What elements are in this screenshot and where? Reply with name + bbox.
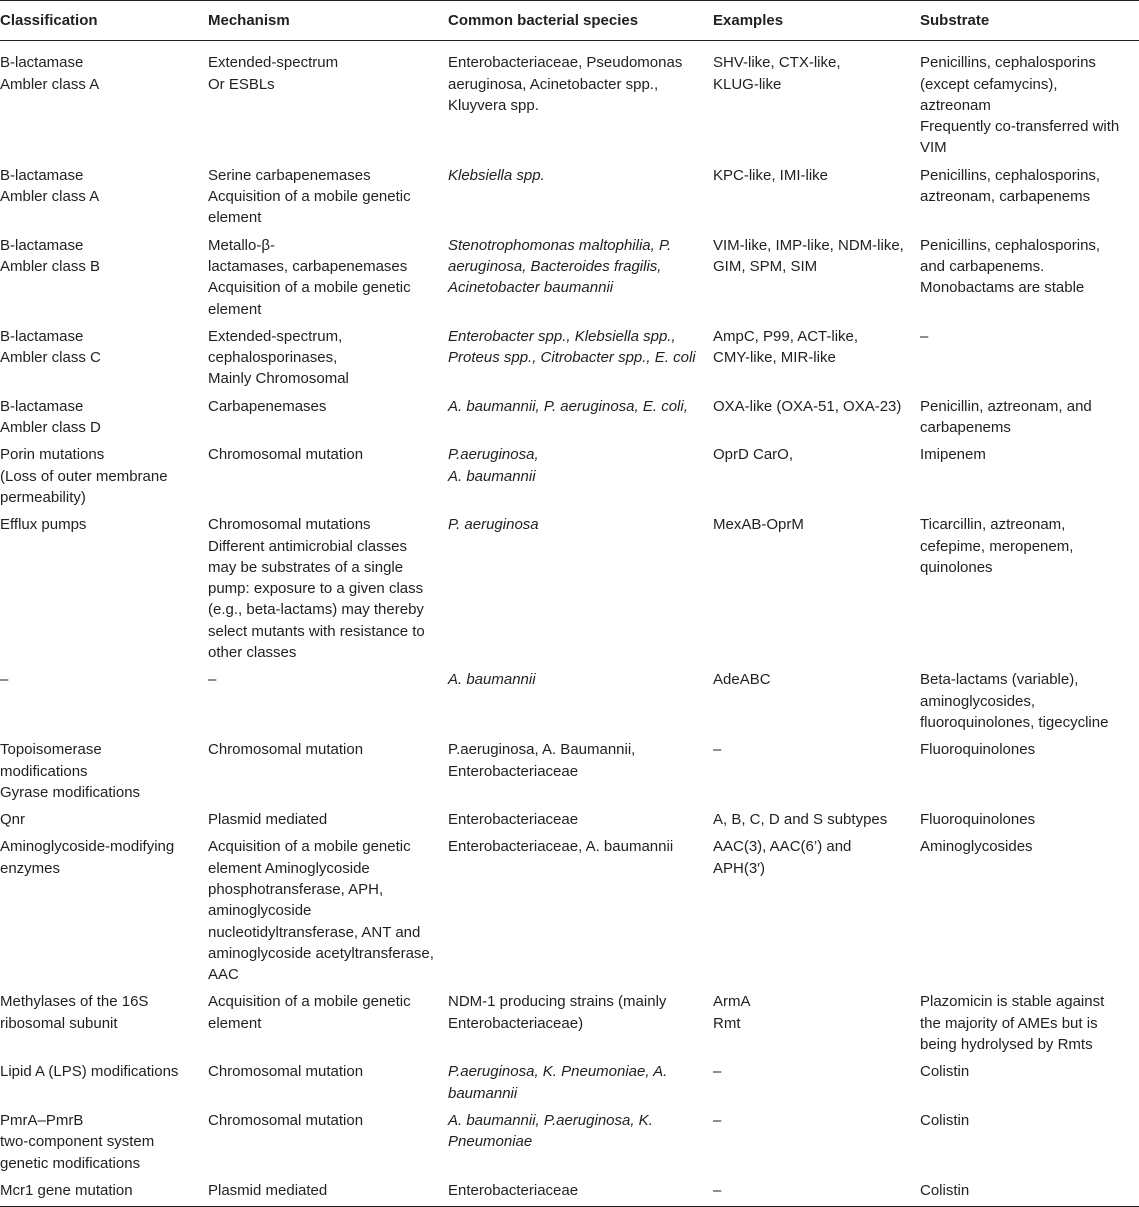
- cell-mechanism: Acquisition of a mobile genetic element: [208, 993, 411, 1032]
- cell-substrate: Beta-lactams (variable), aminoglycosides, fluoroquinolones, tigecycline: [920, 671, 1109, 731]
- table-header: [0, 1, 1139, 41]
- table-row: [0, 1106, 1139, 1176]
- cell-substrate: –: [920, 327, 929, 345]
- cell-mechanism: Plasmid mediated: [208, 811, 328, 829]
- cell-examples: VIM-like, IMP-like, NDM-like, GIM, SPM, SIM: [713, 236, 904, 275]
- header-substrate: Substrate: [920, 1, 1139, 41]
- cell-classification: B-lactamase Ambler class A: [0, 166, 100, 206]
- cell-species: Enterobacteriaceae: [448, 811, 579, 829]
- table-row: [0, 832, 1139, 987]
- table-row: [0, 322, 1139, 392]
- cell-classification: Porin mutations (Loss of outer membrane permeability): [0, 446, 168, 506]
- table-row: [0, 1057, 1139, 1106]
- cell-mechanism: Plasmid mediated: [208, 1176, 448, 1207]
- cell-substrate: Fluoroquinolones: [920, 741, 1036, 759]
- table-body: [0, 41, 1139, 1207]
- cell-species: Enterobacteriaceae: [448, 1176, 713, 1207]
- cell-examples: –: [713, 741, 722, 759]
- cell-mechanism: Chromosomal mutation: [208, 1111, 364, 1129]
- cell-examples: ArmA Rmt: [713, 993, 751, 1032]
- cell-examples: –: [713, 1063, 722, 1081]
- cell-classification: B-lactamase Ambler class C: [0, 327, 101, 367]
- cell-species: Klebsiella spp.: [448, 166, 545, 184]
- cell-species: P.aeruginosa, A. baumannii: [448, 446, 539, 485]
- cell-substrate: Colistin: [920, 1176, 1139, 1207]
- header-classification: Classification: [0, 1, 208, 41]
- cell-species: P.aeruginosa, K. Pneumoniae, A. baumannii: [448, 1063, 668, 1102]
- cell-substrate: Colistin: [920, 1063, 970, 1081]
- cell-substrate: Penicillin, aztreonam, and carbapenems: [920, 397, 1092, 437]
- cell-classification: Qnr: [0, 811, 26, 829]
- cell-species: Stenotrophomonas maltophilia, P. aeruginosa, Bacteroides fragilis, Acinetobacter baumannii: [448, 236, 672, 297]
- cell-species: A. baumannii: [448, 671, 536, 689]
- cell-mechanism: Chromosomal mutations Different antimicrobial classes may be substrates of a single pump: exposure to a given class (e.g., beta-lactams) may thereby select mutants with resistance to other classes: [208, 516, 425, 662]
- cell-mechanism: –: [208, 671, 217, 689]
- table-row: [0, 665, 1139, 735]
- cell-examples: OXA-like (OXA-51, OXA-23): [713, 397, 902, 415]
- cell-examples: KPC-like, IMI-like: [713, 166, 829, 184]
- cell-substrate: Fluoroquinolones: [920, 811, 1036, 829]
- cell-classification: B-lactamase Ambler class D: [0, 397, 101, 437]
- cell-species: Enterobacteriaceae, A. baumannii: [448, 838, 674, 856]
- cell-classification: Topoisomerase modifications Gyrase modifications: [0, 741, 141, 801]
- cell-substrate: Colistin: [920, 1111, 970, 1129]
- cell-mechanism: Extended-spectrum Or ESBLs: [208, 54, 339, 93]
- cell-mechanism: Acquisition of a mobile genetic element Aminoglycoside phosphotransferase, APH, aminoglycoside nucleotidyltransferase, ANT and aminoglycoside acetyltransferase, AAC: [208, 838, 434, 984]
- cell-examples: A, B, C, D and S subtypes: [713, 811, 888, 829]
- cell-substrate: Penicillins, cephalosporins, aztreonam, carbapenems: [920, 166, 1101, 206]
- cell-mechanism: Carbapenemases: [208, 397, 327, 415]
- cell-classification: B-lactamase Ambler class A: [0, 54, 100, 93]
- cell-substrate: Aminoglycosides: [920, 838, 1033, 856]
- table-row: [0, 987, 1139, 1057]
- cell-species: NDM-1 producing strains (mainly Enterobacteriaceae): [448, 993, 667, 1032]
- table-row: [0, 440, 1139, 510]
- header-mechanism: Mechanism: [208, 1, 448, 41]
- cell-classification: Methylases of the 16S ribosomal subunit: [0, 993, 149, 1032]
- cell-examples: AAC(3), AAC(6’) and APH(3′): [713, 838, 852, 877]
- cell-species: P.aeruginosa, A. Baumannii, Enterobacteriaceae: [448, 741, 636, 780]
- cell-examples: AmpC, P99, ACT-like, CMY-like, MIR-like: [713, 327, 859, 367]
- table-row: [0, 510, 1139, 665]
- cell-examples: OprD CarO,: [713, 446, 794, 464]
- cell-species: Enterobacter spp., Klebsiella spp., Proteus spp., Citrobacter spp., E. coli: [448, 327, 696, 367]
- cell-classification: PmrA–PmrB two-component system genetic modifications: [0, 1111, 155, 1172]
- table-row: [0, 41, 1139, 161]
- cell-classification: Lipid A (LPS) modifications: [0, 1063, 179, 1081]
- cell-mechanism: Chromosomal mutation: [208, 446, 364, 464]
- cell-mechanism: Chromosomal mutation: [208, 741, 364, 759]
- table-row: [0, 231, 1139, 322]
- cell-classification: Aminoglycoside-modifying enzymes: [0, 838, 175, 877]
- cell-species: A. baumannii, P. aeruginosa, E. coli,: [448, 397, 688, 415]
- cell-classification: Mcr1 gene mutation: [0, 1176, 208, 1207]
- table-row: [0, 161, 1139, 231]
- cell-examples: SHV-like, CTX-like, KLUG-like: [713, 54, 841, 93]
- cell-mechanism: Chromosomal mutation: [208, 1063, 364, 1081]
- cell-mechanism: Metallo-β- lactamases, carbapenemases Acquisition of a mobile genetic element: [208, 236, 411, 318]
- cell-substrate: Plazomicin is stable against the majority of AMEs but is being hydrolysed by Rmts: [920, 993, 1105, 1054]
- cell-classification: –: [0, 671, 9, 689]
- table-row: [0, 392, 1139, 441]
- cell-examples: –: [713, 1111, 722, 1129]
- cell-species: Enterobacteriaceae, Pseudomonas aeruginosa, Acinetobacter spp., Kluyvera spp.: [448, 54, 683, 114]
- cell-species: P. aeruginosa: [448, 516, 539, 534]
- cell-substrate: Imipenem: [920, 446, 986, 464]
- cell-mechanism: Extended-spectrum, cephalosporinases, Mainly Chromosomal: [208, 327, 349, 388]
- cell-substrate: Penicillins, cephalosporins (except cefamycins), aztreonam Frequently co-transferred with VIM: [920, 54, 1120, 157]
- cell-classification: Efflux pumps: [0, 516, 87, 534]
- header-row: [0, 1, 1139, 41]
- cell-examples: AdeABC: [713, 671, 771, 689]
- cell-examples: –: [713, 1176, 920, 1207]
- cell-substrate: Ticarcillin, aztreonam, cefepime, meropenem, quinolones: [920, 516, 1074, 576]
- cell-species: A. baumannii, P.aeruginosa, K. Pneumoniae: [448, 1111, 653, 1151]
- table-row: [0, 735, 1139, 805]
- table-row: [0, 805, 1139, 832]
- cell-classification: B-lactamase Ambler class B: [0, 236, 101, 275]
- table-row: [0, 1176, 1139, 1207]
- header-species: Common bacterial species: [448, 1, 713, 41]
- header-examples: Examples: [713, 1, 920, 41]
- cell-examples: MexAB-OprM: [713, 516, 804, 534]
- cell-substrate: Penicillins, cephalosporins, and carbapenems. Monobactams are stable: [920, 236, 1101, 297]
- cell-mechanism: Serine carbapenemases Acquisition of a mobile genetic element: [208, 166, 411, 227]
